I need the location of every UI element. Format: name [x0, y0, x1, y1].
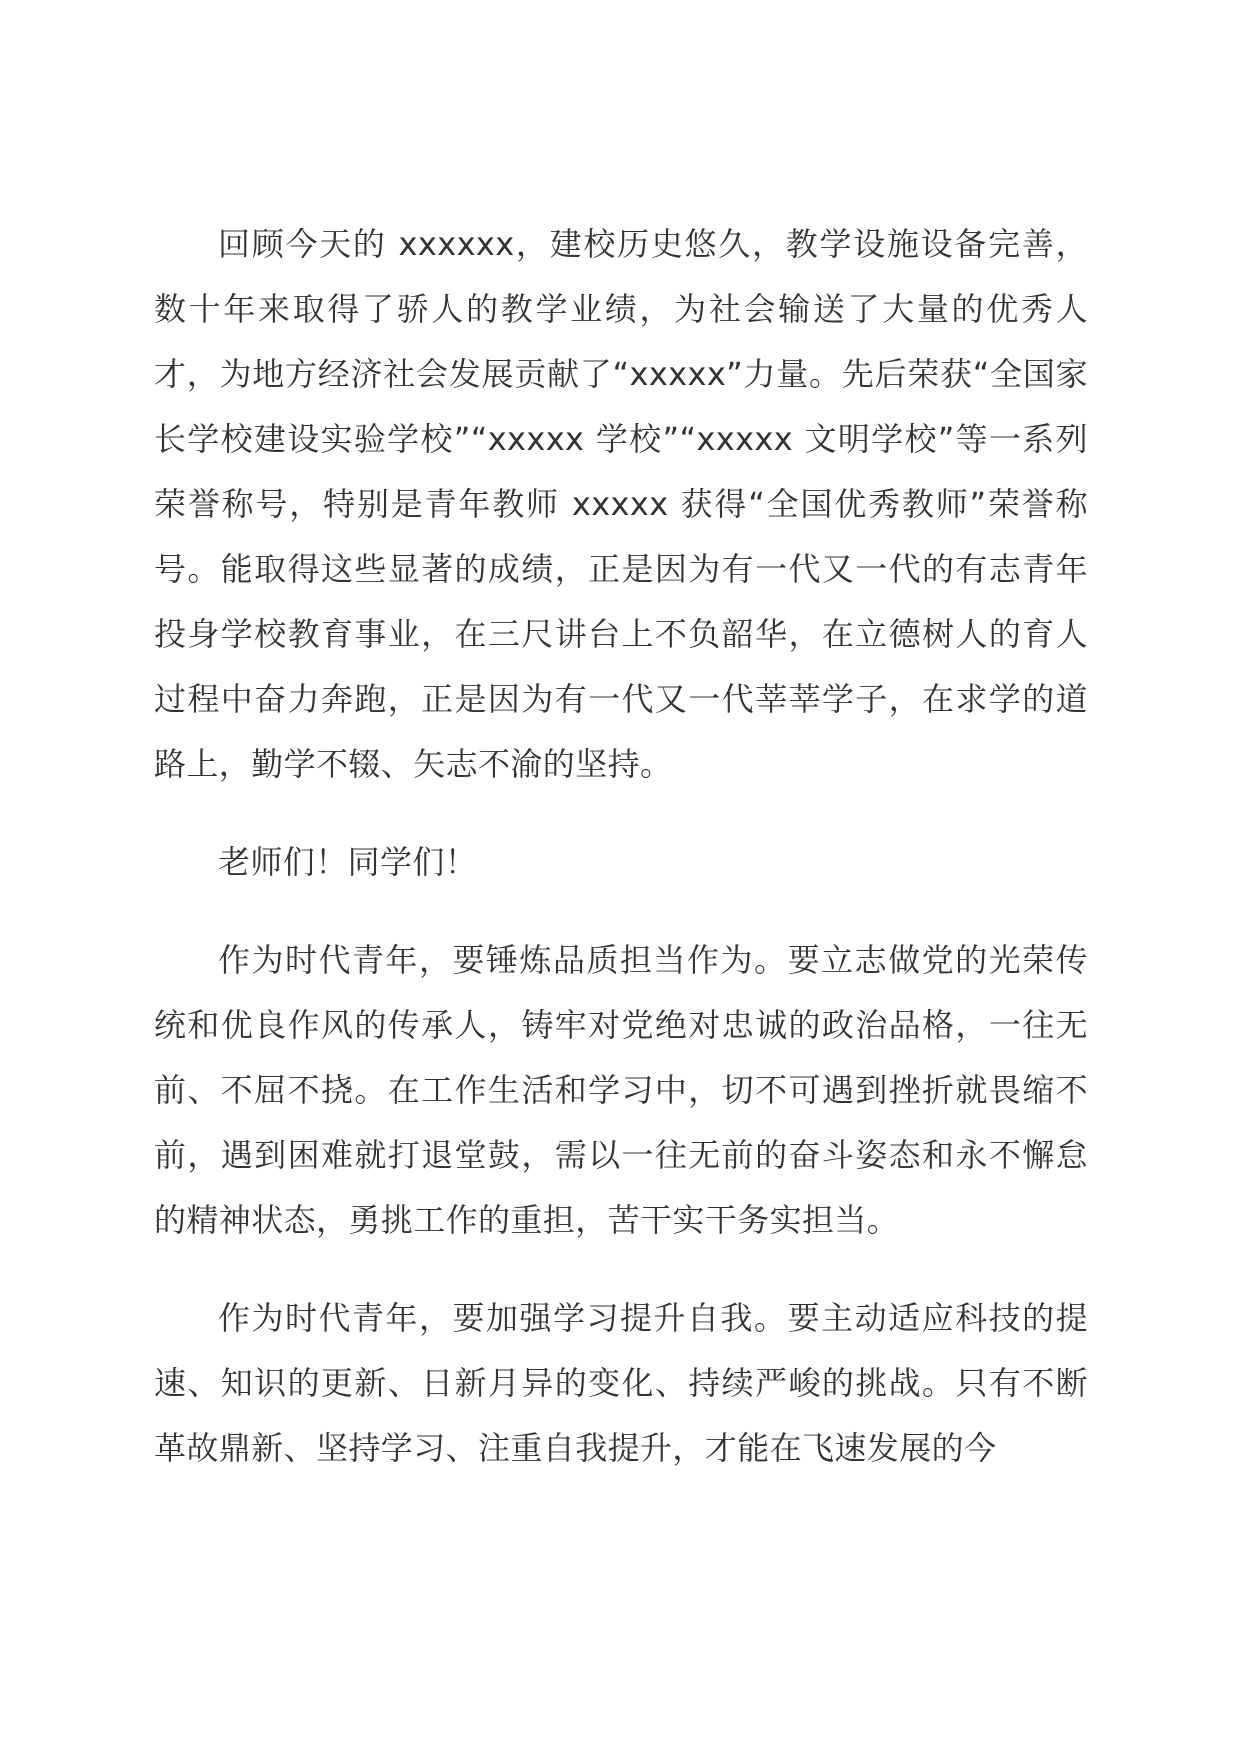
paragraph-greeting: 老师们！同学们！: [218, 843, 478, 881]
paragraph-character-building: 作为时代青年，要锤炼品质担当作为。要立志做党的光荣传统和优良作风的传承人，铸牢对党绝对忠诚的政治品格，一往无前、不屈不挠。在工作生活和学习中，切不可遇到挫折就畏缩不前，遇到困难就打退堂鼓，需以一往无前的奋斗姿态和永不懈怠的精神状态，勇挑工作的重担，苦干实干务实担当。: [154, 941, 1088, 1239]
paragraph-school-history: 回顾今天的 xxxxxx，建校历史悠久，教学设施设备完善，数十年来取得了骄人的教学业绩，为社会输送了大量的优秀人才，为地方经济社会发展贡献了“xxxxx”力量。先后荣获“全国家长学校建设实验学校”“xxxxx 学校”“xxxxx 文明学校”等一系列荣誉称号，特别是青年教师 xxxxx 获得“全国优秀教师”荣誉称号。能取得这些显著的成绩，正是因为有一代又一代的有志青年投身学校教育事业，在三尺讲台上不负韶华，在立德树人的育人过程中奋力奔跑，正是因为有一代又一代莘莘学子，在求学的道路上，勤学不辍、矢志不渝的坚持。: [154, 225, 1088, 783]
document-body: [154, 212, 1088, 1481]
paragraph-self-improvement: 作为时代青年，要加强学习提升自我。要主动适应科技的提速、知识的更新、日新月异的变化、持续严峻的挑战。只有不断革故鼎新、坚持学习、注重自我提升，才能在飞速发展的今: [154, 1299, 1088, 1467]
